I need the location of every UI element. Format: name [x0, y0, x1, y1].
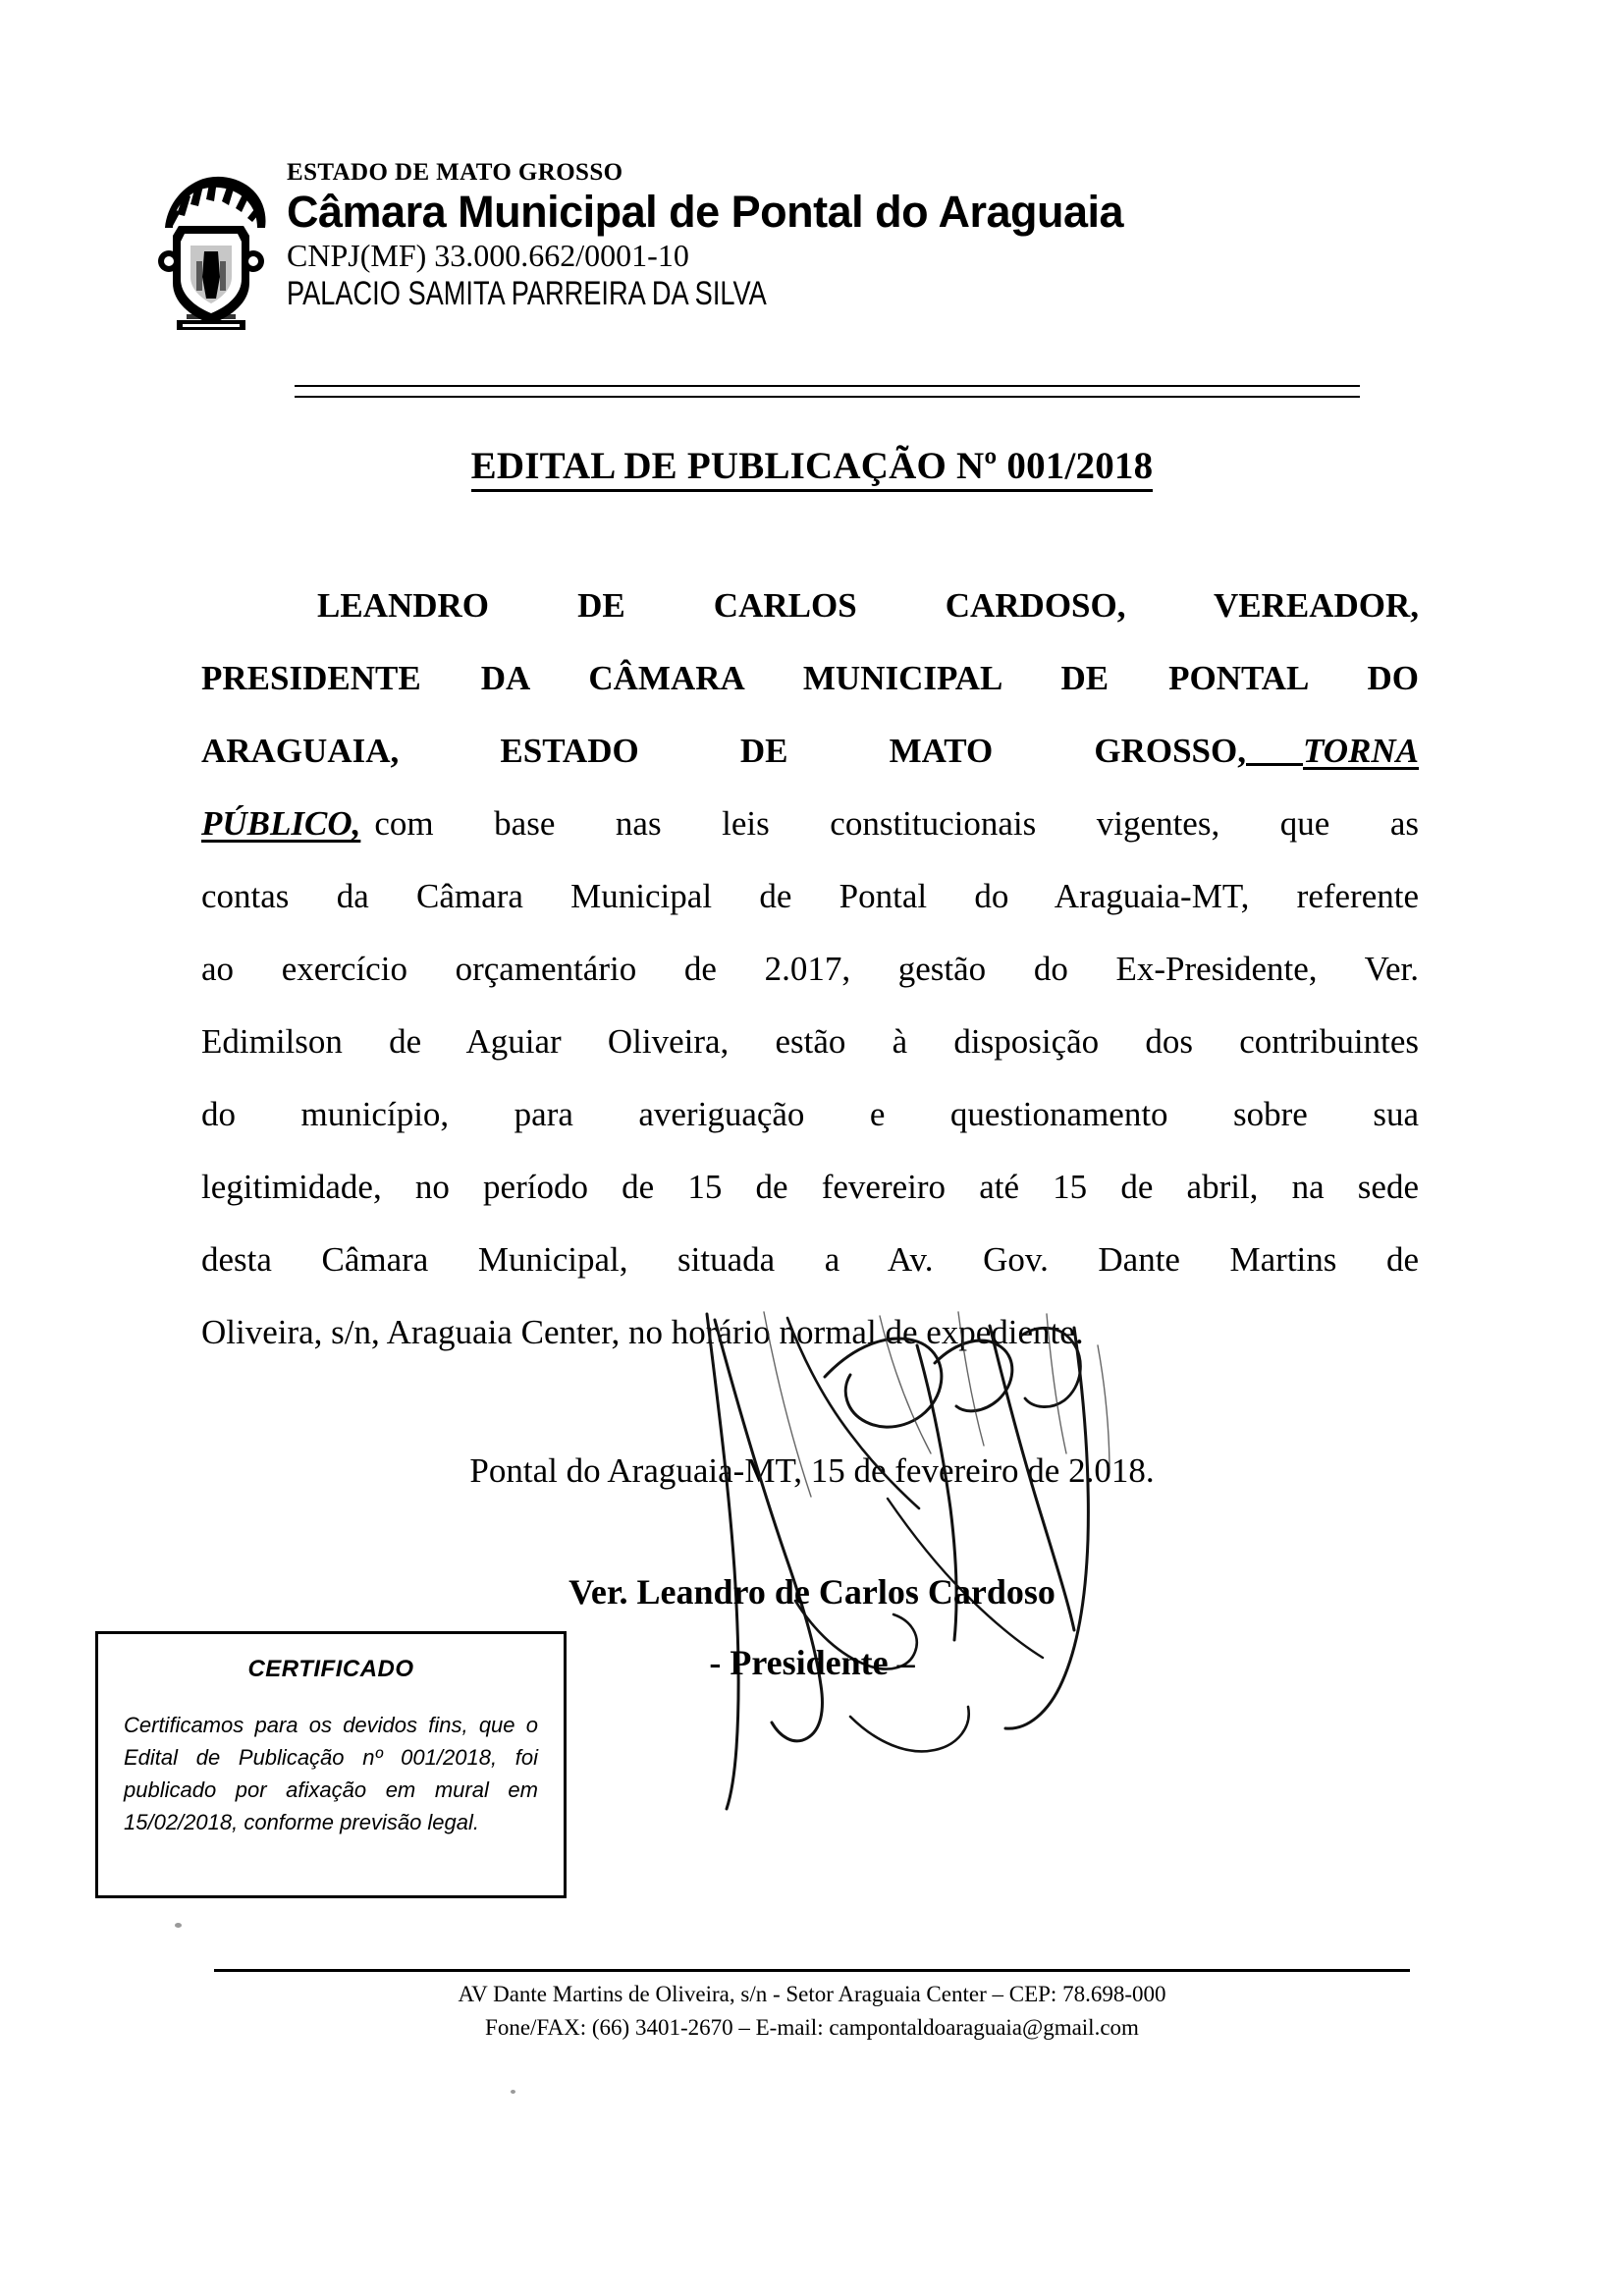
document-header	[147, 157, 1463, 339]
body-line-1-text: LEANDRO DE CARLOS CARDOSO, VEREADOR,	[317, 586, 1419, 625]
coat-of-arms-icon	[147, 167, 275, 339]
signatory-name: Ver. Leandro de Carlos Cardoso	[568, 1572, 1056, 1612]
header-divider	[295, 385, 1360, 398]
underline-gap	[1246, 763, 1303, 766]
body-line-5: contas da Câmara Municipal de Pontal do Araguaia-MT, referente	[201, 877, 1419, 915]
publico-emphasis: PÚBLICO,	[201, 804, 361, 843]
scan-speck	[511, 2090, 515, 2094]
body-line-9: legitimidade, no período de 15 de fevereiro até 15 de abril, na sede	[201, 1168, 1419, 1206]
body-line-8: do município, para averiguação e questionamento sobre sua	[201, 1095, 1419, 1133]
certificate-text: Certificamos para os devidos fins, que o Edital de Publicação nº 001/2018, foi publicado por afixação em mural em 15/02/2018, conforme previsão legal.	[124, 1713, 538, 1834]
header-text-block	[287, 157, 1463, 312]
state-line: ESTADO DE MATO GROSSO	[287, 159, 623, 186]
page-title-text: EDITAL DE PUBLICAÇÃO Nº 001/2018	[471, 445, 1154, 492]
footer-divider	[214, 1969, 1410, 1972]
scan-speck	[175, 1923, 182, 1928]
certificate-title: CERTIFICADO	[247, 1656, 414, 1682]
place-and-date: Pontal do Araguaia-MT, 15 de fevereiro de 2.018.	[469, 1451, 1155, 1490]
cnpj-line: CNPJ(MF) 33.000.662/0001-10	[287, 237, 689, 273]
certificate-stamp	[95, 1631, 567, 1898]
document-body	[201, 570, 1419, 1369]
footer-address: AV Dante Martins de Oliveira, s/n - Setor Araguaia Center – CEP: 78.698-000	[458, 1982, 1166, 2006]
torna-emphasis: TORNA	[1303, 732, 1419, 770]
body-line-3-lead: ARAGUAIA, ESTADO DE MATO GROSSO,	[201, 732, 1246, 770]
body-line-11: Oliveira, s/n, Araguaia Center, no horário normal de expediente.	[201, 1313, 1084, 1351]
body-line-10: desta Câmara Municipal, situada a Av. Gov. Dante Martins de	[201, 1240, 1419, 1279]
body-line-4	[201, 788, 1419, 860]
body-line-6: ao exercício orçamentário de 2.017, gestão do Ex-Presidente, Ver.	[201, 950, 1419, 988]
document-footer	[0, 1978, 1624, 2045]
institution-title: Câmara Municipal de Pontal do Araguaia	[287, 186, 1124, 237]
footer-contact: Fone/FAX: (66) 3401-2670 – E-mail: campontaldoaraguaia@gmail.com	[485, 2015, 1139, 2040]
body-line-4-text: com base nas leis constitucionais vigentes, que as	[374, 804, 1419, 843]
signatory-role: - Presidente –	[709, 1643, 915, 1682]
body-line-1	[201, 570, 1419, 642]
body-line-3	[201, 715, 1419, 788]
page-title	[0, 444, 1624, 488]
body-line-2: PRESIDENTE DA CÂMARA MUNICIPAL DE PONTAL DO	[201, 659, 1419, 697]
body-line-7: Edimilson de Aguiar Oliveira, estão à disposição dos contribuintes	[201, 1022, 1419, 1061]
palace-name: PALACIO SAMITA PARREIRA DA SILVA	[287, 274, 767, 312]
